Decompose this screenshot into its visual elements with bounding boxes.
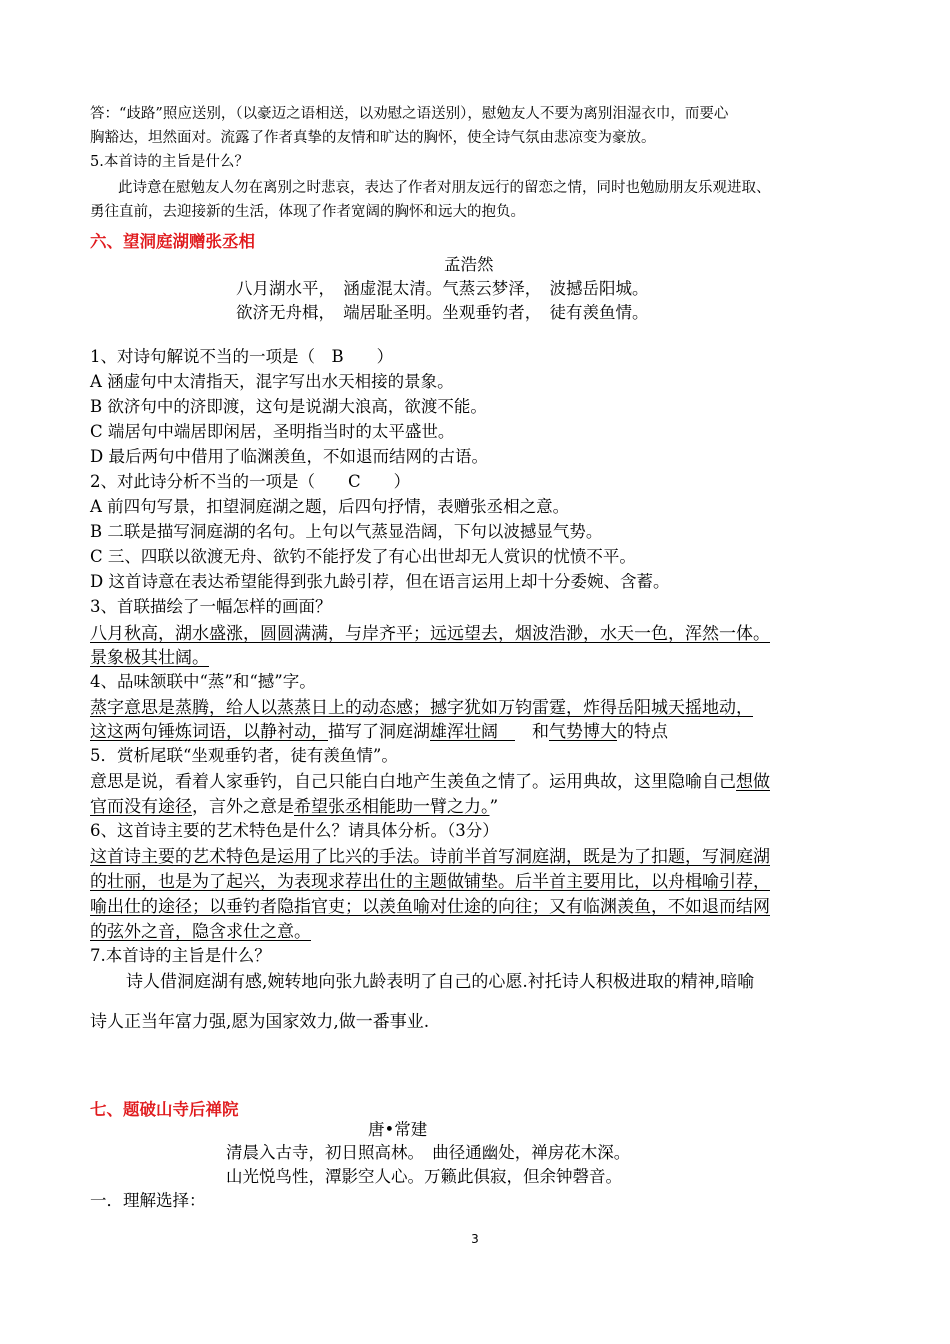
s6-q5-answer-2-part-a: 官而没有途径 <box>90 797 192 817</box>
s6-q6-answer-3: 喻出仕的途径；以垂钓者隐指官吏；以羡鱼喻对仕途的向往；又有临渊羡鱼，不如退而结网 <box>90 897 770 917</box>
s6-q1-option-c: C 端居句中端居即闲居，圣明指当时的太平盛世。 <box>90 422 455 441</box>
s6-q1-option-a: A 涵虚句中太清指天，混字写出水天相接的景象。 <box>90 372 454 391</box>
section-6-title: 六、望洞庭湖赠张丞相 <box>90 232 255 251</box>
s6-q4-answer-2-part-d: 和 <box>515 722 549 742</box>
s6-question-6: 6、这首诗主要的艺术特色是什么？请具体分析。（3分） <box>90 821 499 840</box>
answer-line-1: 答：“歧路”照应送别，（以豪迈之语相送，以劝慰之语送别），慰勉友人不要为离别泪湿衣巾，而要心 <box>90 106 729 122</box>
s6-q4-answer-2-part-e: 气势博大 <box>549 722 617 742</box>
question-5-prev-answer-2: 勇往直前，去迎接新的生活，体现了作者宽阔的胸怀和远大的抱负。 <box>90 204 525 220</box>
s6-q6-answer-2: 的壮丽，也是为了起兴，为表现求荐出仕的主题做铺垫。后半首主要用比，以舟楫喻引荐， <box>90 872 770 892</box>
section-7-subheading-1: 一．理解选择： <box>90 1191 206 1210</box>
section-7-poem-line-1: 清晨入古寺，初日照高林。 曲径通幽处，禅房花木深。 <box>226 1143 631 1162</box>
s6-question-3: 3、首联描绘了一幅怎样的画面？ <box>90 597 332 616</box>
question-5-prev: 5.本首诗的主旨是什么？ <box>90 154 249 170</box>
s6-q4-answer-2-part-c: 雄浑壮阔 <box>430 722 515 742</box>
s6-q7-answer-1: 诗人借洞庭湖有感,婉转地向张九龄表明了自己的心愿.衬托诗人积极进取的精神,暗喻 <box>126 972 755 992</box>
s6-question-2: 2、对此诗分析不当的一项是（ C ） <box>90 472 411 491</box>
s6-q2-option-d: D 这首诗意在表达希望能得到张九龄引荐，但在语言运用上却十分委婉、含蓄。 <box>90 572 670 591</box>
s6-q5-answer-2-part-b: ，言外之意是 <box>192 797 294 817</box>
question-5-prev-answer-1: 此诗意在慰勉友人勿在离别之时悲哀，表达了作者对朋友远行的留恋之情，同时也勉励朋友乐观进取、 <box>118 180 771 196</box>
section-6-poem-line-1: 八月湖水平， 涵虚混太清。气蒸云梦泽， 波撼岳阳城。 <box>236 279 649 298</box>
s6-q7-answer-2: 诗人正当年富力强,愿为国家效力,做一番事业. <box>90 1012 430 1032</box>
s6-q4-answer-2-part-f: 的特点 <box>617 722 668 742</box>
s6-q5-answer-1 <box>90 770 770 794</box>
s6-q6-answer-1: 这首诗主要的艺术特色是运用了比兴的手法。诗前半首写洞庭湖，既是为了扣题，写洞庭湖 <box>90 847 770 867</box>
s6-q3-answer-2: 景象极其壮阔。 <box>90 648 209 668</box>
s6-question-1: 1、对诗句解说不当的一项是（ B ） <box>90 347 394 366</box>
s6-q5-answer-1-part-b: 想做 <box>736 772 770 792</box>
section-6-poem-line-2: 欲济无舟楫， 端居耻圣明。坐观垂钓者， 徒有羡鱼情。 <box>236 303 649 322</box>
s6-q4-answer-2 <box>90 720 668 744</box>
section-7-poem-line-2: 山光悦鸟性，潭影空人心。万籁此俱寂，但余钟磬音。 <box>226 1167 622 1186</box>
section-7-title: 七、题破山寺后禅院 <box>90 1100 239 1119</box>
section-7-author: 唐•常建 <box>368 1120 428 1139</box>
s6-q4-answer-1: 蒸字意思是蒸腾，给人以蒸蒸日上的动态感；撼字犹如万钧雷霆，炸得岳阳城天摇地动， <box>90 698 753 718</box>
s6-q2-option-c: C 三、四联以欲渡无舟、欲钓不能抒发了有心出世却无人赏识的忧愤不平。 <box>90 547 636 566</box>
s6-question-7: 7.本首诗的主旨是什么？ <box>90 946 271 965</box>
s6-question-4: 4、品味颔联中“蒸”和“撼”字。 <box>90 672 316 691</box>
s6-q4-answer-2-part-b: 描写了洞庭湖 <box>328 722 430 742</box>
s6-q2-option-a: A 前四句写景，扣望洞庭湖之题，后四句抒情，表赠张丞相之意。 <box>90 497 570 516</box>
s6-q5-answer-2-part-c: 希望张丞相能助一臂之力。 <box>294 797 490 817</box>
answer-line-2: 胸豁达，坦然面对。流露了作者真挚的友情和旷达的胸怀，使全诗气氛由悲凉变为豪放。 <box>90 130 656 146</box>
s6-q1-option-b: B 欲济句中的济即渡，这句是说湖大浪高，欲渡不能。 <box>90 397 487 416</box>
s6-q4-answer-2-part-a: 这这两句锤炼词语，以静衬动， <box>90 722 328 742</box>
s6-q2-option-b: B 二联是描写洞庭湖的名句。上句以气蒸显浩阔，下句以波撼显气势。 <box>90 522 603 541</box>
s6-q5-answer-1-part-a: 意思是说，看着人家垂钓，自己只能白白地产生羡鱼之情了。运用典故，这里隐喻自己 <box>90 772 736 792</box>
page-number: 3 <box>471 1232 479 1246</box>
s6-q6-answer-4: 的弦外之音，隐含求仕之意。 <box>90 922 311 942</box>
s6-q5-answer-2-part-d: ” <box>489 797 499 817</box>
s6-q1-option-d: D 最后两句中借用了临渊羡鱼，不如退而结网的古语。 <box>90 447 488 466</box>
section-6-author: 孟浩然 <box>444 255 494 274</box>
s6-q5-answer-2 <box>90 795 498 819</box>
s6-question-5: 5．赏析尾联“坐观垂钓者，徒有羡鱼情”。 <box>90 746 398 765</box>
s6-q3-answer-1: 八月秋高，湖水盛涨，圆圆满满，与岸齐平；远远望去，烟波浩渺，水天一色，浑然一体。 <box>90 624 770 644</box>
